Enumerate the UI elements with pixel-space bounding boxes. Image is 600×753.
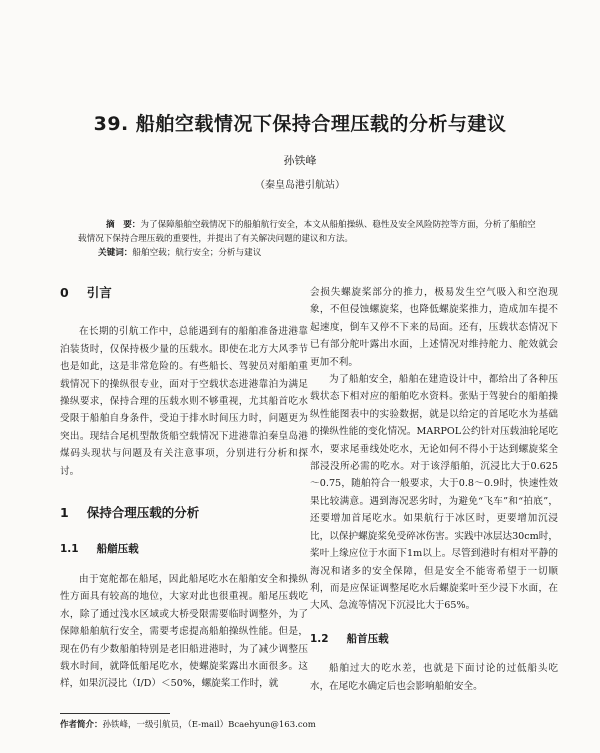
footnote-label: 作者简介：: [60, 720, 103, 730]
section-heading-0: [60, 284, 308, 301]
section-title: 保持合理压载的分析: [86, 505, 200, 521]
footnote: [60, 718, 316, 730]
abstract-paragraph: [78, 218, 538, 246]
body-paragraph: 由于宽舵都在船尾，因此船尾吃水在船舶安全和操纵性方面具有较高的地位，大家对此也很重视。船尾压载吃水，除了通过浅水区域或大桥受限需要临时调整外，为了保障船舶航行安全，需要考虑提高船舶操纵性能。但是，现在仍有少数船舶特别是老旧船进港时，为了减少调整压载水时间，就降低船尾吃水，使螺旋桨露出水面很多。这样，如果沉浸比（I/D）＜50%，螺旋桨工作时，就: [60, 573, 308, 690]
abstract-label: 摘 要：: [106, 220, 141, 230]
author-affiliation: （秦皇岛港引航站）: [255, 180, 345, 191]
keywords-line: [78, 246, 538, 260]
right-column: [310, 284, 558, 695]
left-column: [60, 284, 308, 693]
body-paragraph: 为了船舶安全，船舶在建造设计中，都给出了各种压载状态下相对应的船舶吃水资料。张贴于驾驶台的船舶操纵性能图表中的实验数据，就是以给定的首尾吃水为基础的操纵性能的变化情况。MARPOL公约针对压载油轮尾吃水，要求尾垂线处吃水，无论如何不得小于达到螺旋桨全部浸没所必需的吃水。对于该浮船舶，沉浸比大于0.625～0.75，随舶符合一般要求，大于0.8～0.9时，快速性效果比较满意。遇到海况恶劣时，为避免“飞车”和“拍底”，还要增加首尾吃水。如果航行于冰区时，更要增加沉浸比，以保护螺旋桨免受碎冰伤害。实践中冰层达30cm时，桨叶上缘应位于水面下1m以上。尽管到港时有相对平静的海况和诸多的安全保障，但是安全不能寄希望于一切顺利，而是应保证调整尾吃水后螺旋桨叶至少浸下水面，在大风、急流等情况下沉浸比大于65%。: [310, 374, 558, 612]
subsection-heading-1-1: [60, 541, 308, 558]
footnote-divider: [60, 713, 170, 714]
keywords-label: 关键词：: [98, 248, 133, 258]
subsection-title: 船首压载: [346, 632, 389, 645]
keywords-text: 船舶空载；航行安全；分析与建议: [132, 248, 262, 258]
body-paragraph: 在长期的引航工作中，总能遇到有的船舶准备进港靠泊装货时，仅保持极少量的压载水。即使在北方大风季节也是如此，这是非常危险的。有些船长、驾驶员对船舶重载情况下的操纵很专业，面对于空载状态进港靠泊为满足操纵要求，保持合理的压载水则不够重视，尤其船首吃水受限于船舶自身条件，受迫于排水时间压力时，问题更为突出。现结合尾机型散货船空载情况下进港靠泊秦皇岛港煤码头现状与问题及有关注意事项，分别进行分析和探讨。: [60, 326, 308, 477]
subsection-heading-1-2: [310, 631, 558, 648]
footnote-text: 孙铁峰，一级引航员，（E-mail）Bcaehyun@163.com: [102, 720, 316, 730]
subsection-title: 船艏压载: [96, 543, 139, 556]
paper-title: 39. 船舶空载情况下保持合理压载的分析与建议: [93, 113, 507, 135]
abstract-text: 为了保障船舶空载情况下的船舶航行安全，本文从船舶操纵、稳性及安全风险防控等方面，分析了船舶空载情况下保持合理压载的重要性，并提出了有关解决问题的建议和方法。: [78, 220, 536, 244]
abstract-block: [78, 218, 538, 260]
section-heading-1: [60, 504, 308, 521]
subsection-number: 1.1: [60, 543, 79, 556]
body-paragraph: 船舶过大的吃水差，也就是下面讨论的过低船头吃水，在尾吃水确定后也会影响船舶安全。: [310, 663, 558, 692]
section-number: 1: [60, 505, 69, 521]
subsection-number: 1.2: [310, 632, 329, 645]
body-paragraph: 会损失螺旋桨部分的推力，极易发生空气吸入和空泡现象，不但侵蚀螺旋桨，也降低螺旋桨推力，造成加车提不起速度，倒车又停不下来的局面。还有，压载状态情况下已有部分舵叶露出水面，上述情况对维持舵力、舵效就会更加不利。: [310, 287, 558, 368]
author-name: 孙铁峰: [283, 154, 317, 167]
section-number: 0: [60, 285, 69, 300]
section-title: 引言: [86, 285, 112, 300]
